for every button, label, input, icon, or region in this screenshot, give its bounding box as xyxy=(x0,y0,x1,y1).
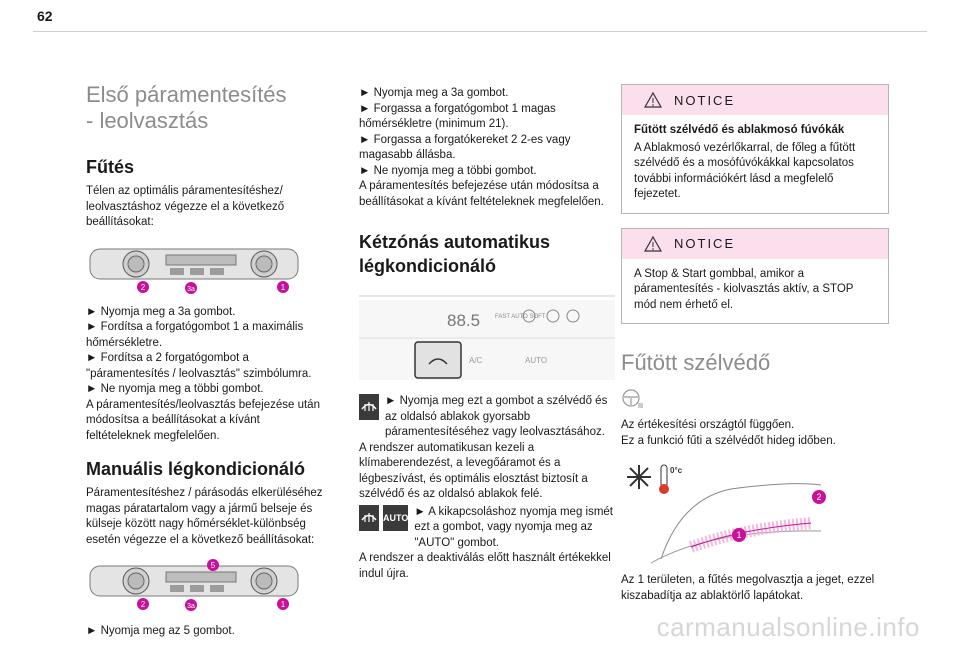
section-title-line2: - leolvasztás xyxy=(86,108,209,133)
thermometer-icon xyxy=(659,465,669,494)
snowflake-icon xyxy=(627,465,651,489)
warning-icon xyxy=(644,92,662,108)
panel-display-small: FAST AUTO SOFT xyxy=(495,314,546,320)
dual-para-1: ► Nyomja meg ezt a gombot a szélvédő és az oldalsó ablakok gyorsabb páramentesítéséhez vagy leolvasztásához. xyxy=(385,395,608,438)
heating-heading: Fűtés xyxy=(86,157,135,177)
manual-ac-heading: Manuális légkondicionáló xyxy=(86,459,306,479)
dual-zone-panel-illustration xyxy=(359,294,615,380)
auto-icon: AUTO xyxy=(383,505,408,531)
panel-label-1: 1 xyxy=(280,282,286,292)
step: ► Forgassa a forgatókereket 2 2-es vagy magasabb állásba. xyxy=(359,133,571,161)
panel-label-2: 2 xyxy=(140,600,146,609)
section-title xyxy=(86,82,326,134)
heating-step: ► Fordítsa a forgatógombot 1 a maximális hőmérsékletre. xyxy=(86,321,304,349)
column-2 xyxy=(359,86,615,582)
heating-step: ► Fordítsa a 2 forgatógombot a "páramentesítés / leolvasztás" szimbólumra. xyxy=(86,352,312,380)
step: ► Forgassa a forgatógombot 1 magas hőmérsékletre (minimum 21). xyxy=(359,102,556,130)
panel-label-1: 1 xyxy=(280,600,286,609)
dual-zone-heading: Kétzónás automatikus légkondicionáló xyxy=(359,232,551,276)
panel-label-2: 2 xyxy=(140,282,146,292)
zone-label-2: 2 xyxy=(816,492,822,502)
heated-windshield-heading: Fűtött szélvédő xyxy=(621,350,771,375)
page-number: 62 xyxy=(37,8,53,24)
heated-windshield-illustration xyxy=(621,459,821,563)
notice-1-body: A Ablakmosó vezérlőkarral, de főleg a fűtött szélvédő és a mosófúvókákkal kapcsolatos további információkért lásd a megfelelő fejezetet. xyxy=(634,141,856,200)
heating-step: ► Ne nyomja meg a többi gombot. xyxy=(86,383,264,395)
panel-display-digits: 88.5 xyxy=(447,311,481,330)
dual-para-4: A rendszer a deaktiválás előtt használt értékekkel indul újra. xyxy=(359,552,611,580)
section-title-line1: Első páramentesítés xyxy=(86,82,287,107)
after-text: A páramentesítés befejezése után módosítsa a beállításokat a kívánt feltételeknek megfelelően. xyxy=(359,180,604,208)
heating-step: ► Nyomja meg a 3a gombot. xyxy=(86,305,236,318)
panel-ac-label: A/C xyxy=(469,356,483,365)
watermark: carmanualsonline.info xyxy=(656,612,920,642)
windshield-defrost-icon xyxy=(359,394,379,420)
panel-auto-label: AUTO xyxy=(525,356,548,365)
step: ► Ne nyomja meg a többi gombot. xyxy=(359,164,537,177)
country-option-icon xyxy=(621,388,645,410)
notice-1-title: Fűtött szélvédő és ablakmosó fúvókák xyxy=(634,124,845,136)
heated-para-1: Az értékesítési országtól függően. xyxy=(621,419,795,431)
heated-para-2: Ez a funkció fűti a szélvédőt hideg időben. xyxy=(621,434,836,447)
notice-header xyxy=(622,85,888,115)
zone-label-1: 1 xyxy=(736,530,742,540)
manual-ac-intro: Páramentesítéshez / párásodás elkerüléséhez magas páratartalom vagy a jármű belseje és külseje között nagy hőmérséklet-különbség esetén végezze el a következő beállításokat: xyxy=(86,487,323,546)
heating-steps xyxy=(86,305,326,445)
notice-header xyxy=(622,229,888,259)
temperature-label: 0°c xyxy=(670,466,683,475)
notice-box-1 xyxy=(621,84,889,214)
notice-2-body: A Stop & Start gombbal, amikor a páramentesítés - kiolvasztás aktív, a STOP mód nem érhető el. xyxy=(634,267,854,311)
heating-panel-illustration xyxy=(86,243,306,301)
dual-para-2: A rendszer automatikusan kezeli a klímaberendezést, a levegőáramot és a légbeszívást, és optimális elosztást biztosít a szélvédő és az oldalsó ablakok felé. xyxy=(359,441,588,500)
deactivate-row xyxy=(359,505,615,552)
panel-label-5: 5 xyxy=(210,561,216,570)
panel-label-3a: 3a xyxy=(187,285,195,293)
column-3 xyxy=(621,84,889,604)
dual-para-3: ► A kikapcsoláshoz nyomja meg ismét ezt a gombot, vagy nyomja meg az "AUTO" gombot. xyxy=(414,505,614,549)
notice-label: NOTICE xyxy=(674,92,736,108)
manual-step: ► Nyomja meg az 5 gombot. xyxy=(86,625,235,637)
manual-panel-illustration xyxy=(86,558,306,616)
step: ► Nyomja meg a 3a gombot. xyxy=(359,87,509,99)
header-divider xyxy=(33,31,927,32)
defrost-row xyxy=(359,394,615,441)
column-1 xyxy=(86,82,326,640)
notice-label: NOTICE xyxy=(674,236,736,251)
panel-label-3a: 3a xyxy=(187,603,195,610)
heated-para-3: Az 1 területen, a fűtés megolvasztja a jeget, ezzel kiszabadítja az ablaktörlő lapátokat. xyxy=(621,574,875,602)
notice-box-2 xyxy=(621,228,889,325)
windshield-defrost-icon xyxy=(359,505,379,531)
heating-intro: Télen az optimális páramentesítéshez/ leolvasztáshoz végezze el a következő beállításokat: xyxy=(86,185,285,228)
warning-icon xyxy=(644,236,662,252)
heating-after: A páramentesítés/leolvasztás befejezése után módosítsa a beállításokat a kívánt feltételeknek megfelelően. xyxy=(86,398,320,442)
